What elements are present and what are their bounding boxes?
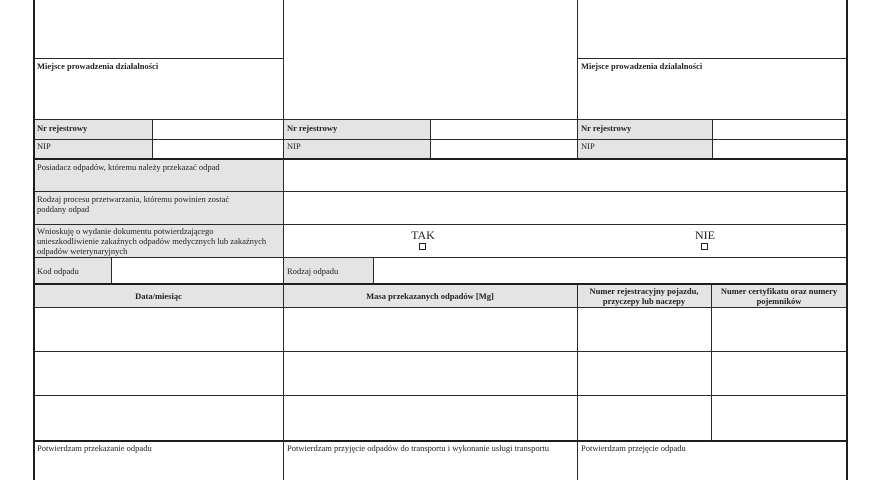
line-row-2-bottom <box>34 395 846 396</box>
kod-odpadu-label: Kod odpadu <box>37 266 79 276</box>
middle-nr-rejestrowy-label: Nr rejestrowy <box>287 123 338 133</box>
border-right <box>846 0 848 480</box>
right-nip-label: NIP <box>581 141 595 151</box>
right-nip-cell <box>577 139 712 158</box>
left-miejsce-label: Miejsce prowadzenia działalności <box>37 61 159 71</box>
table-header-masa: Masa przekazanych odpadów [Mg] <box>366 291 494 301</box>
table-header-numer-certyfikatu: Numer certyfikatu oraz numery pojemników <box>720 286 838 306</box>
table-col-divider-2 <box>577 285 578 480</box>
tak-checkbox[interactable] <box>419 243 426 250</box>
nie-label: NIE <box>695 228 715 242</box>
middle-nip-cell <box>283 139 430 158</box>
wniosek-label: Wnioskuję o wydanie dokumentu potwierdzającego unieszkodliwienie zakaźnych odpadów medycznych lub zakaźnych odpadów weterynaryjnych <box>37 226 267 256</box>
middle-label-divider <box>430 119 431 159</box>
divider-middle-right <box>577 0 578 159</box>
left-nr-rejestrowy-label: Nr rejestrowy <box>37 123 88 133</box>
kod-value-divider <box>111 257 112 283</box>
confirm-left-label: Potwierdzam przekazanie odpadu <box>37 443 152 453</box>
tak-label: TAK <box>411 228 435 242</box>
posiadacz-label: Posiadacz odpadów, któremu należy przekazać odpad <box>37 162 220 172</box>
right-label-divider <box>712 119 713 159</box>
line-section-2-bottom <box>34 283 846 285</box>
line-table-header-bottom <box>34 307 846 308</box>
line-kod-top <box>34 257 846 258</box>
border-left <box>33 0 35 480</box>
rodzaj-value-divider <box>373 257 374 283</box>
right-nr-rejestrowy-label: Nr rejestrowy <box>581 123 632 133</box>
divider-left-middle <box>283 0 284 159</box>
nie-checkbox[interactable] <box>701 243 708 250</box>
table-col-divider-1 <box>283 285 284 480</box>
line-left-miejsce-top <box>34 58 283 59</box>
line-right-miejsce-top <box>577 58 846 59</box>
confirm-middle-label: Potwierdzam przyjęcie odpadów do transportu i wykonanie usługi transportu <box>287 443 550 453</box>
line-table-bottom <box>34 440 846 442</box>
line-proces-top <box>34 191 846 192</box>
info-label-divider <box>283 159 284 283</box>
right-miejsce-label: Miejsce prowadzenia działalności <box>581 61 703 71</box>
line-nip-top <box>34 139 846 140</box>
table-header-data: Data/miesiąc <box>135 291 182 301</box>
table-header-numer-rejestracyjny: Numer rejestracyjny pojazdu, przyczepy lub naczepy <box>589 286 699 306</box>
line-nr-rejestrowy-top <box>34 119 846 120</box>
left-nip-cell <box>34 139 152 158</box>
confirm-right-label: Potwierdzam przejęcie odpadu <box>581 443 686 453</box>
middle-nip-label: NIP <box>287 141 301 151</box>
rodzaj-odpadu-label: Rodzaj odpadu <box>287 266 339 276</box>
line-wniosek-top <box>34 224 846 225</box>
table-col-divider-3 <box>711 285 712 441</box>
line-section-1-bottom <box>34 158 846 160</box>
left-label-divider <box>152 119 153 159</box>
line-row-1-bottom <box>34 351 846 352</box>
left-nip-label: NIP <box>37 141 51 151</box>
proces-label: Rodzaj procesu przetwarzania, któremu powinien zostać poddany odpad <box>37 194 230 214</box>
